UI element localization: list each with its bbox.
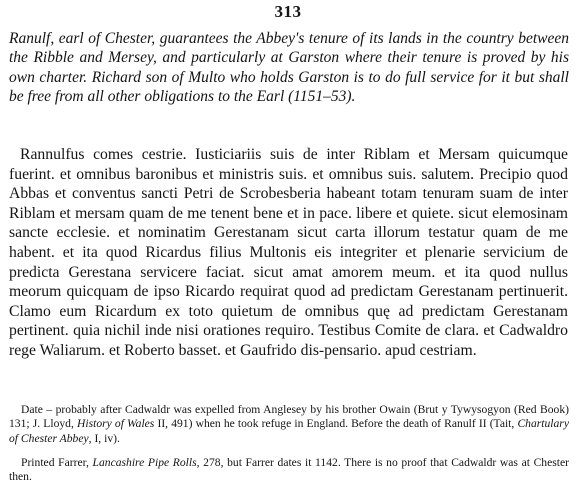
dating-note-text-2: II, 491) when he took refuge in England. Before the death of Ranulf II (Tait, [154,417,518,431]
dating-note-text-1: Date – probably after Cadwaldr was expelled from Anglesey by his brother Owain (Brut y Tywysogyon (Red Book) 131; J. Lloyd, [9,403,569,431]
dating-note [9,403,569,446]
printed-note-title: Lancashire Pipe Rolls [92,456,197,469]
charter-summary: Ranulf, earl of Chester, guarantees the Abbey's tenure of its lands in the country between the Ribble and Mersey, and particularly at Garston where their tenure is proved by his own charter. Richard son of Multo who holds Garston is to do full service for it but shall be free from all other obligations to the Earl (1151–53). [9,30,569,106]
printed-note [9,456,569,485]
charter-latin-text: Rannulfus comes cestrie. Iusticiariis suis de inter Riblam et Mersam quicumque fuerint. et omnibus baronibus et ministris suis. et omnibus suis. salutem. Precipio quod Abbas et conventus sancti Petri de Scrobesberia habeant totam tenuram suam de inter Riblam et mersam quam de me tenent bene et in pace. libere et quiete. sicut elemosinam sancte ecclesie. et nominatim Gerestanam sicut carta illorum testatur quam de me habent. et ita quod Ricardus filius Multonis eis integriter et plenarie servicium de predicta Gerestana servicere faciat. sicut amat amorem meum. et ita quod nullus meorum quicquam de ipso Ricardo requirat quod ad predictam Gerestanam pertinuerit. Clamo eum Ricardum ex toto quietum de omnibus quę ad predictam Gerestanam pertinent. quia nichil inde nisi orationes requiro. Testibus Comite de clara. et Cadwaldro rege Waliarum. et Roberto basset. et Gaufrido dis-pensario. apud cestriam. [9,146,568,359]
dating-note-title-2: Chartulary of Chester Abbey [9,417,569,445]
printed-note-text-1: Printed Farrer, [21,456,93,469]
printed-note-text-2: , 278, but Farrer dates it 1142. There is no proof that Cadwaldr was at Chester then. [9,456,569,484]
dating-note-title-1: History of Wales [77,417,155,431]
dating-note-text-3: , I, iv). [88,431,120,445]
page-number: 313 [274,2,302,21]
